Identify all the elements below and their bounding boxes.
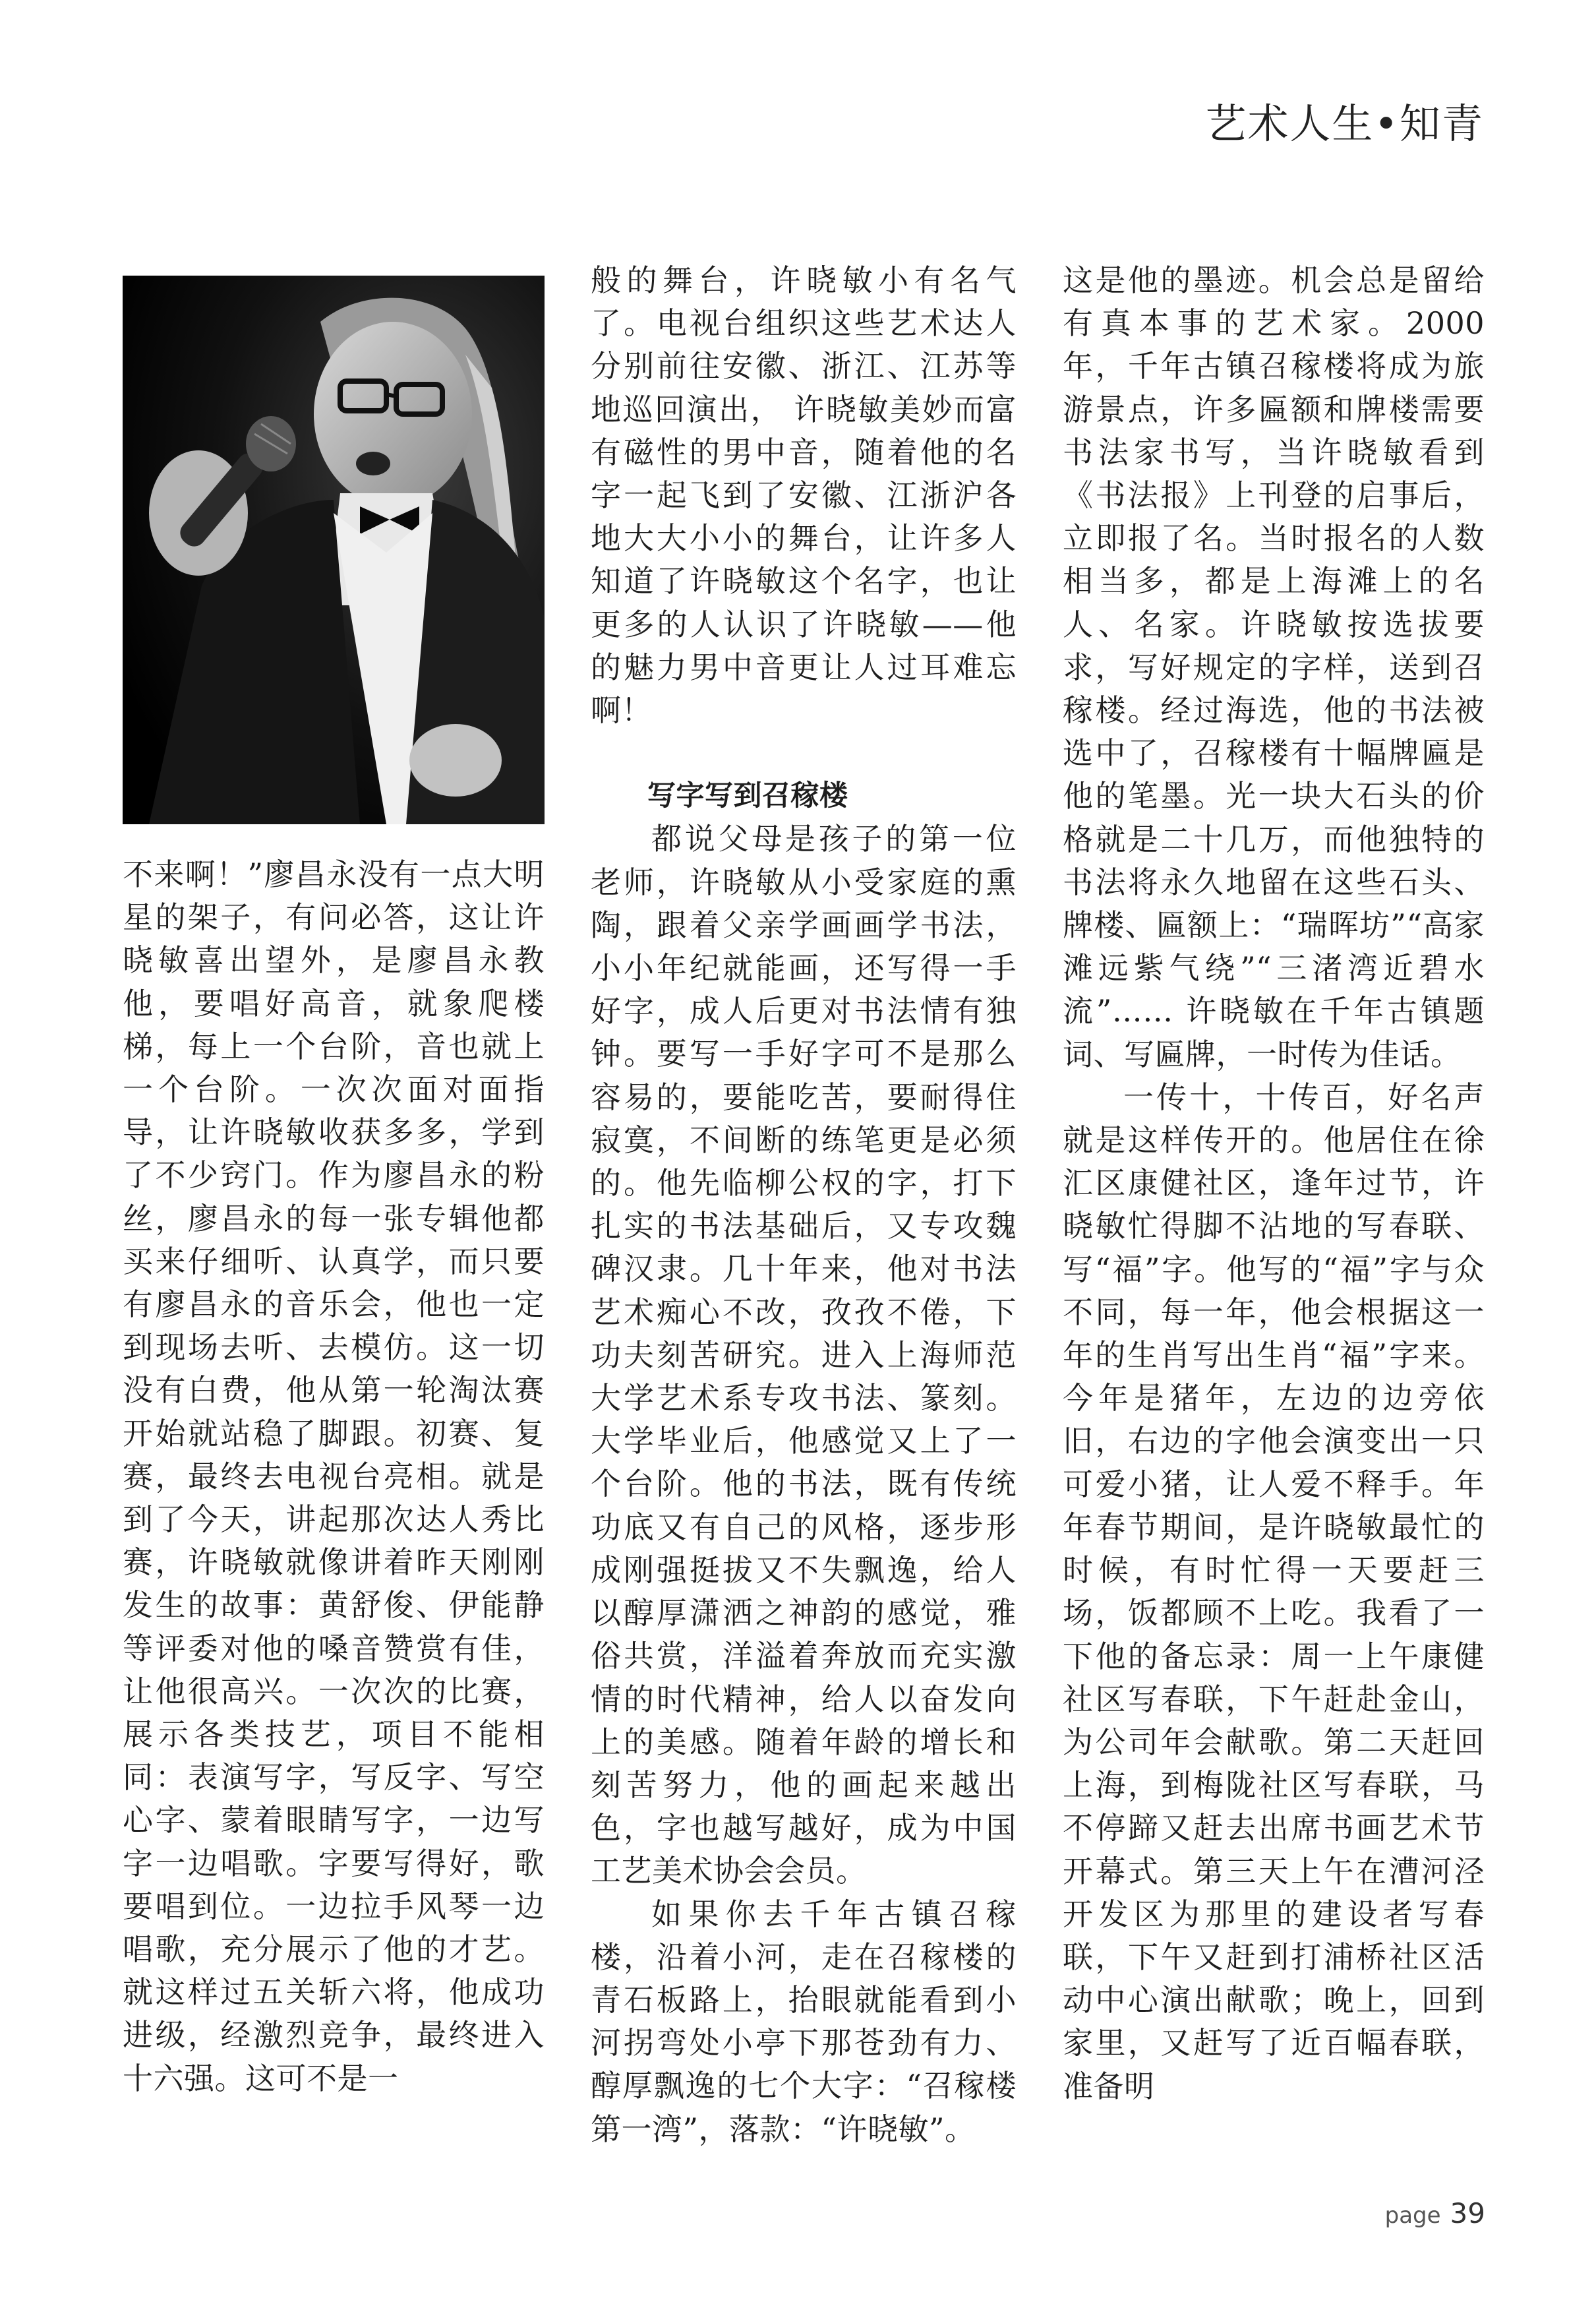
column-right: [1063, 259, 1485, 2108]
page-label: page: [1384, 2202, 1441, 2229]
paragraph: 这是他的墨迹。机会总是留给有真本事的艺术家。2000 年，千年古镇召稼楼将成为旅游景点，许多匾额和牌楼需要书法家书写，当许晓敏看到《书法报》上刊登的启事后，立即报了名。当时报名的人数相当多，都是上海滩上的名人、名家。许晓敏按选拔要求，写好规定的字样，送到召稼楼。经过海选，他的书法被选中了，召稼楼有十幅牌匾是他的笔墨。光一块大石头的价格就是二十几万，而他独特的书法将永久地留在这些石头、牌楼、匾额上：“瑞晖坊”“高家滩远紫气绕”“三渚湾近碧水流”…… 许晓敏在千年古镇题词、写匾牌，一时传为佳话。: [1063, 262, 1485, 1072]
paragraph: 如果你去千年古镇召稼楼，沿着小河，走在召稼楼的青石板路上，抬眼就能看到小河拐弯处小亭下那苍劲有力、醇厚飘逸的七个大字：“召稼楼第一湾”，落款：“许晓敏”。: [591, 1896, 1017, 2147]
page-number: [1385, 2197, 1485, 2229]
paragraph: 一传十，十传百，好名声就是这样传开的。他居住在徐汇区康健社区，逢年过节，许晓敏忙得脚不沾地的写春联、写“福”字。他写的“福”字与众不同，每一年，他会根据这一年的生肖写出生肖“福”字来。今年是猪年，左边的边旁依旧，右边的字他会演变出一只可爱小猪，让人爱不释手。年年春节期间，是许晓敏最忙的时候，有时忙得一天要赶三场，饭都顾不上吃。我看了一下他的备忘录：周一上午康健社区写春联，下午赶赴金山，为公司年会献歌。第二天赶回上海，到梅陇社区写春联，马不停蹄又赶去出席书画艺术节开幕式。第三天上午在漕河泾开发区为那里的建设者写春联，下午又赶到打浦桥社区活动中心演出献歌；晚上，回到家里，又赶写了近百幅春联，准备明: [1063, 1079, 1485, 2104]
paragraph: 不来啊！”廖昌永没有一点大明星的架子，有问必答，这让许晓敏喜出望外，是廖昌永教他，要唱好高音，就象爬楼梯，每上一个台阶，音也就上一个台阶。一次次面对面指导，让许晓敏收获多多，学到了不少窍门。作为廖昌永的粉丝，廖昌永的每一张专辑他都买来仔细听、认真学，而只要有廖昌永的音乐会，他也一定到现场去听、去模仿。这一切没有白费，他从第一轮淘汰赛开始就站稳了脚跟。初赛、复赛，最终去电视台亮相。就是到了今天，讲起那次达人秀比赛，许晓敏就像讲着昨天刚刚发生的故事：黄舒俊、伊能静等评委对他的嗓音赞赏有佳，让他很高兴。一次次的比赛，展示各类技艺，项目不能相同：表演写字，写反字、写空心字、蒙着眼睛写字，一边写字一边唱歌。字要写得好，歌要唱到位。一边拉手风琴一边唱歌，充分展示了他的才艺。就这样过五关斩六将，他成功进级，经激烈竞争，最终进入十六强。这可不是一: [123, 857, 545, 2096]
section-header: 艺术人生•知青: [1205, 100, 1484, 148]
singer-image-icon: [123, 276, 545, 824]
column-left: [123, 853, 545, 2100]
section-subtitle: 写字写到召稼楼: [647, 779, 848, 813]
paragraph: 都说父母是孩子的第一位老师，许晓敏从小受家庭的熏陶，跟着父亲学画画学书法，小小年纪就能画，还写得一手好字，成人后更对书法情有独钟。要写一手好字可不是那么容易的，要能吃苦，要耐得住寂寞，不间断的练笔更是必须的。他先临柳公权的字，打下扎实的书法基础后，又专攻魏碑汉隶。几十年来，他对书法艺术痴心不改，孜孜不倦，下功夫刻苦研究。进入上海师范大学艺术系专攻书法、篆刻。大学毕业后，他感觉又上了一个台阶。他的书法，既有传统功底又有自己的风格，逐步形成刚强挺拔又不失飘逸，给人以醇厚潇洒之神韵的感觉，雅俗共赏，洋溢着奔放而充实激情的时代精神，给人以奋发向上的美感。随着年龄的增长和刻苦努力，他的画起来越出色，字也越写越好，成为中国工艺美术协会会员。: [591, 821, 1017, 1889]
page-number-value: 39: [1450, 2197, 1485, 2229]
singer-photo: [123, 276, 545, 824]
column-middle: [591, 259, 1017, 2151]
paragraph: 般的舞台，许晓敏小有名气了。电视台组织这些艺术达人分别前往安徽、浙江、江苏等地巡回演出， 许晓敏美妙而富有磁性的男中音，随着他的名字一起飞到了安徽、江浙沪各地大大小小的舞台，让许多人知道了许晓敏这个名字，也让更多的人认识了许晓敏——他的魅力男中音更让人过耳难忘啊！: [591, 262, 1017, 729]
